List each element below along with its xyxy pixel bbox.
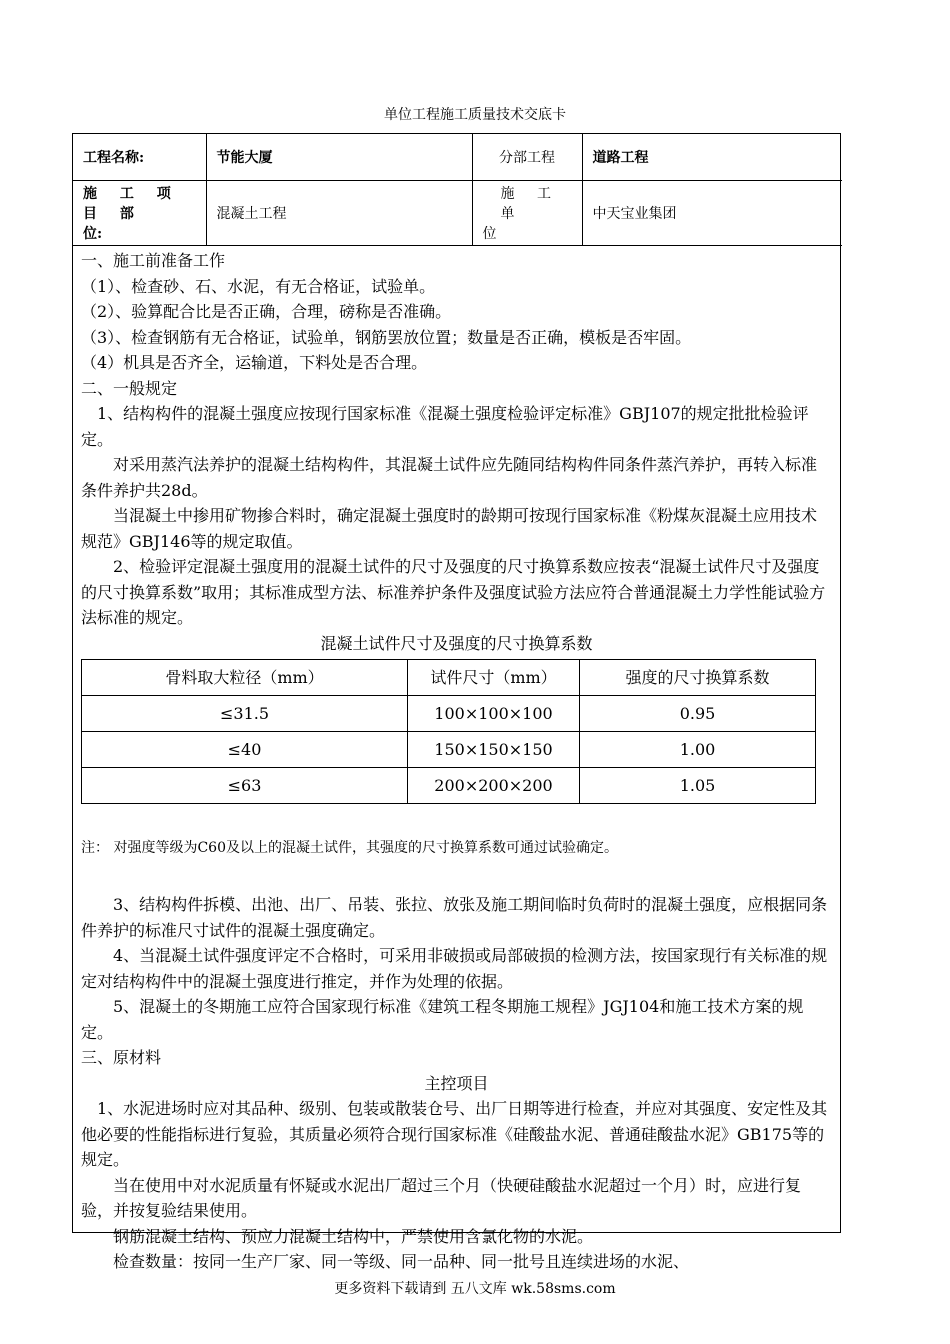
table-cell: 1.00 xyxy=(580,732,816,768)
table-title: 混凝土试件尺寸及强度的尺寸换算系数 xyxy=(320,633,593,653)
section3-title: 三、原材料 xyxy=(81,1048,162,1067)
document-frame xyxy=(72,133,841,1271)
unit-label: 施 工 单 位 xyxy=(472,181,582,246)
table-header-row xyxy=(82,660,816,696)
section1-title: 一、施工前准备工作 xyxy=(81,251,226,270)
table-cell: ≤63 xyxy=(82,768,408,804)
content-body xyxy=(73,246,840,1275)
sub-project-label: 分部工程 xyxy=(472,134,582,181)
location-value: 混凝土工程 xyxy=(206,181,472,246)
paragraph: 1、水泥进场时应对其品种、级别、包装或散装仓号、出厂日期等进行检查，并应对其强度、安定性及其他必要的性能指标进行复验，其质量必须符合现行国家标准《硅酸盐水泥、普通硅酸盐水泥》GB175等的规定。 xyxy=(81,1099,828,1169)
footer-text: 更多资料下载请到 五八文库 wk.58sms.com xyxy=(334,1281,616,1297)
paragraph: 当混凝土中掺用矿物掺合料时，确定混凝土强度时的龄期可按现行国家标准《粉煤灰混凝土应用技术规范》GBJ146等的规定取值。 xyxy=(81,506,818,551)
section3-subtitle: 主控项目 xyxy=(424,1073,489,1093)
table-cell: 1.05 xyxy=(580,768,816,804)
paragraph: 检查数量：按同一生产厂家、同一等级、同一品种、同一批号且连续进场的水泥、 xyxy=(113,1252,690,1271)
coefficient-table xyxy=(81,659,816,804)
table-note: 注： 对强度等级为C60及以上的混凝土试件，其强度的尺寸换算系数可通过试验确定。 xyxy=(81,840,618,856)
section2-title: 二、一般规定 xyxy=(81,378,178,398)
paragraph: 钢筋混凝土结构、预应力混凝土结构中，严禁使用含氯化物的水泥。 xyxy=(113,1226,594,1246)
table-cell: 200×200×200 xyxy=(408,768,580,804)
page-title: 单位工程施工质量技术交底卡 xyxy=(384,107,566,123)
table-row xyxy=(82,768,816,804)
sub-project-value: 道路工程 xyxy=(582,134,842,181)
project-name-value: 节能大厦 xyxy=(206,134,472,181)
header-table xyxy=(73,134,842,246)
table-cell: 0.95 xyxy=(580,696,816,732)
paragraph: 4、当混凝土试件强度评定不合格时，可采用非破损或局部破损的检测方法，按国家现行有关标准的规定对结构构件中的混凝土强度进行推定，并作为处理的依据。 xyxy=(81,946,828,991)
table-row xyxy=(82,732,816,768)
table-cell: 150×150×150 xyxy=(408,732,580,768)
paragraph: 5、混凝土的冬期施工应符合国家现行标准《建筑工程冬期施工规程》JGJ104和施工技术方案的规定。 xyxy=(81,997,804,1042)
paragraph: 2、检验评定混凝土强度用的混凝土试件的尺寸及强度的尺寸换算系数应按表“混凝土试件尺寸及强度的尺寸换算系数”取用；其标准成型方法、标准养护条件及强度试验方法应符合普通混凝土力学性能试验方法标准的规定。 xyxy=(81,557,826,627)
table-header: 试件尺寸（mm） xyxy=(408,660,580,696)
section1-item: （2）、验算配合比是否正确，合理，磅称是否准确。 xyxy=(81,302,452,321)
location-label: 施 工 项 目 部 位: xyxy=(73,181,206,246)
unit-value: 中天宝业集团 xyxy=(582,181,842,246)
table-cell: ≤40 xyxy=(82,732,408,768)
header-row-location xyxy=(73,181,842,246)
table-cell: 100×100×100 xyxy=(408,696,580,732)
section1-item: （3）、检查钢筋有无合格证，试验单，钢筋罢放位置；数量是否正确，模板是否牢固。 xyxy=(81,327,692,347)
header-row-project xyxy=(73,134,842,181)
table-header: 强度的尺寸换算系数 xyxy=(580,660,816,696)
paragraph: 1、结构构件的混凝土强度应按现行国家标准《混凝土强度检验评定标准》GBJ107的规定批批检验评定。 xyxy=(81,404,809,449)
paragraph: 对采用蒸汽法养护的混凝土结构构件，其混凝土试件应先随同结构构件同条件蒸汽养护，再转入标准条件养护共28d。 xyxy=(81,455,818,500)
paragraph: 3、结构构件拆模、出池、出厂、吊装、张拉、放张及施工期间临时负荷时的混凝土强度，应根据同条件养护的标准尺寸试件的混凝土强度确定。 xyxy=(81,895,828,940)
table-row xyxy=(82,696,816,732)
section1-item: （1）、检查砂、石、水泥，有无合格证，试验单。 xyxy=(81,276,436,296)
section1-item: （4）机具是否齐全，运输道，下料处是否合理。 xyxy=(81,353,428,372)
paragraph: 当在使用中对水泥质量有怀疑或水泥出厂超过三个月（快硬硅酸盐水泥超过一个月）时，应进行复验，并按复验结果使用。 xyxy=(81,1175,802,1220)
table-header: 骨料取大粒径（mm） xyxy=(82,660,408,696)
project-name-label: 工程名称: xyxy=(73,134,206,181)
table-cell: ≤31.5 xyxy=(82,696,408,732)
